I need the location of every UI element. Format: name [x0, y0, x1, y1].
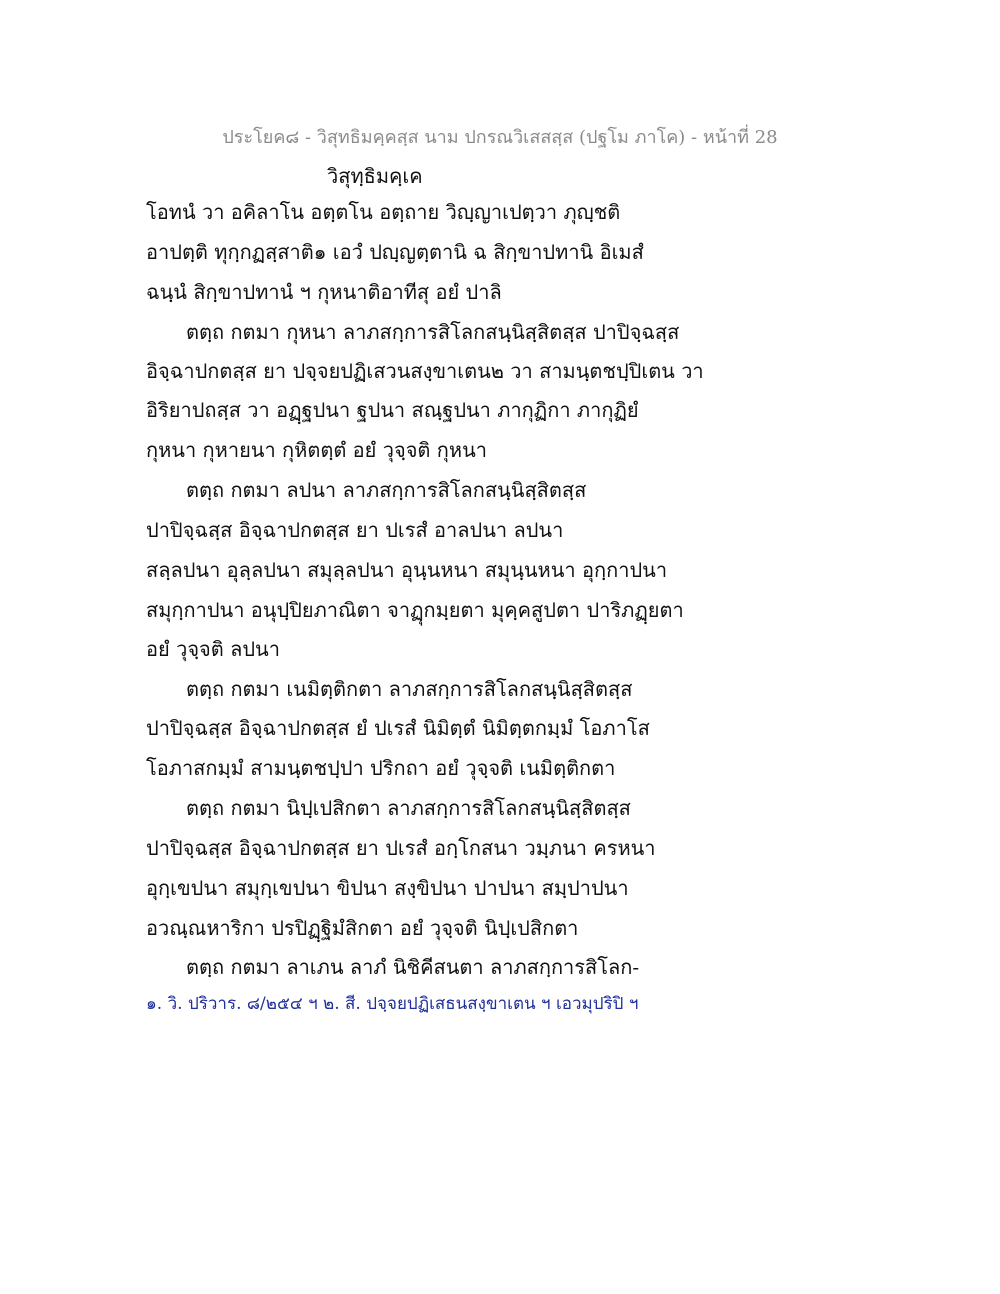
- footnotes: ๑. วิ. ปริวาร. ๘/๒๕๔ ฯ ๒. สี. ปจฺจยปฏิเสธนสงฺขาเตน ฯ เอวมุปริปิ ฯ: [146, 994, 639, 1014]
- body-line: สมุกฺกาปนา อนุปฺปิยภาณิตา จาฏุกมฺยตา มุคฺคสูปตา ปาริภฏฺยตา: [146, 598, 684, 622]
- body-line: ปาปิจฺฉสฺส อิจฺฉาปกตสฺส ยา ปเรสํ อาลปนา ลปนา: [146, 518, 564, 542]
- paragraph-start-line: ตตฺถ กตมา ลปนา ลาภสกฺการสิโลกสนฺนิสฺสิตสฺส: [186, 478, 587, 502]
- body-line: กุหนา กุหายนา กุหิตตฺตํ อยํ วุจฺจติ กุหนา: [146, 438, 487, 462]
- body-line: อยํ วุจฺจติ ลปนา: [146, 637, 280, 661]
- paragraph-start-line: ตตฺถ กตมา เนมิตฺติกตา ลาภสกฺการสิโลกสนฺนิสฺสิตสฺส: [186, 677, 633, 701]
- body-line: อวณฺณหาริกา ปรปิฏฺฐิมํสิกตา อยํ วุจฺจติ นิปฺเปสิกตา: [146, 916, 579, 940]
- body-line: สลฺลปนา อุลฺลปนา สมุลฺลปนา อุนฺนหนา สมุนฺนหนา อุกฺกาปนา: [146, 558, 668, 582]
- body-line: อุกฺเขปนา สมุกฺเขปนา ขิปนา สงฺขิปนา ปาปนา สมฺปาปนา: [146, 876, 629, 900]
- body-line: อาปตฺติ ทุกฺกฏสฺสาติ๑ เอวํ ปญฺญตฺตานิ ฉ สิกฺขาปทานิ อิเมสํ: [146, 240, 644, 264]
- body-line: โอทนํ วา อคิลาโน อตฺตโน อตฺถาย วิญฺญาเปตฺวา ภุญฺชติ: [146, 200, 621, 224]
- paragraph-start-line: ตตฺถ กตมา กุหนา ลาภสกฺการสิโลกสนฺนิสฺสิตสฺส ปาปิจฺฉสฺส: [186, 320, 680, 344]
- body-line: อิริยาปถสฺส วา อฏฺฐปนา ฐปนา สณฺฐปนา ภากุฏิกา ภากุฏิยํ: [146, 398, 639, 422]
- body-line: โอภาสกมฺมํ สามนฺตชปฺปา ปริกถา อยํ วุจฺจติ เนมิตฺติกตา: [146, 756, 616, 780]
- running-header: ประโยค๘ - วิสุทธิมคฺคสฺส นาม ปกรณวิเสสสฺส (ปฐโม ภาโค) - หน้าที่ 28: [222, 127, 778, 148]
- body-line: อิจฺฉาปกตสฺส ยา ปจฺจยปฏิเสวนสงฺขาเตน๒ วา สามนฺตชปฺปิเตน วา: [146, 359, 704, 383]
- paragraph-start-line: ตตฺถ กตมา นิปฺเปสิกตา ลาภสกฺการสิโลกสนฺนิสฺสิตสฺส: [186, 796, 631, 820]
- body-line: ฉนฺนํ สิกฺขาปทานํ ฯ กุหนาติอาทีสุ อยํ ปาลิ: [146, 280, 502, 304]
- body-line: ปาปิจฺฉสฺส อิจฺฉาปกตสฺส ยา ปเรสํ อกฺโกสนา วมฺภนา ครหนา: [146, 836, 656, 860]
- section-title: วิสุทฺธิมคฺเค: [327, 164, 423, 188]
- body-line: ปาปิจฺฉสฺส อิจฺฉาปกตสฺส ยํ ปเรสํ นิมิตฺตํ นิมิตฺตกมฺมํ โอภาโส: [146, 716, 650, 740]
- paragraph-start-line: ตตฺถ กตมา ลาเภน ลาภํ นิชิคีสนตา ลาภสกฺการสิโลก-: [186, 955, 640, 979]
